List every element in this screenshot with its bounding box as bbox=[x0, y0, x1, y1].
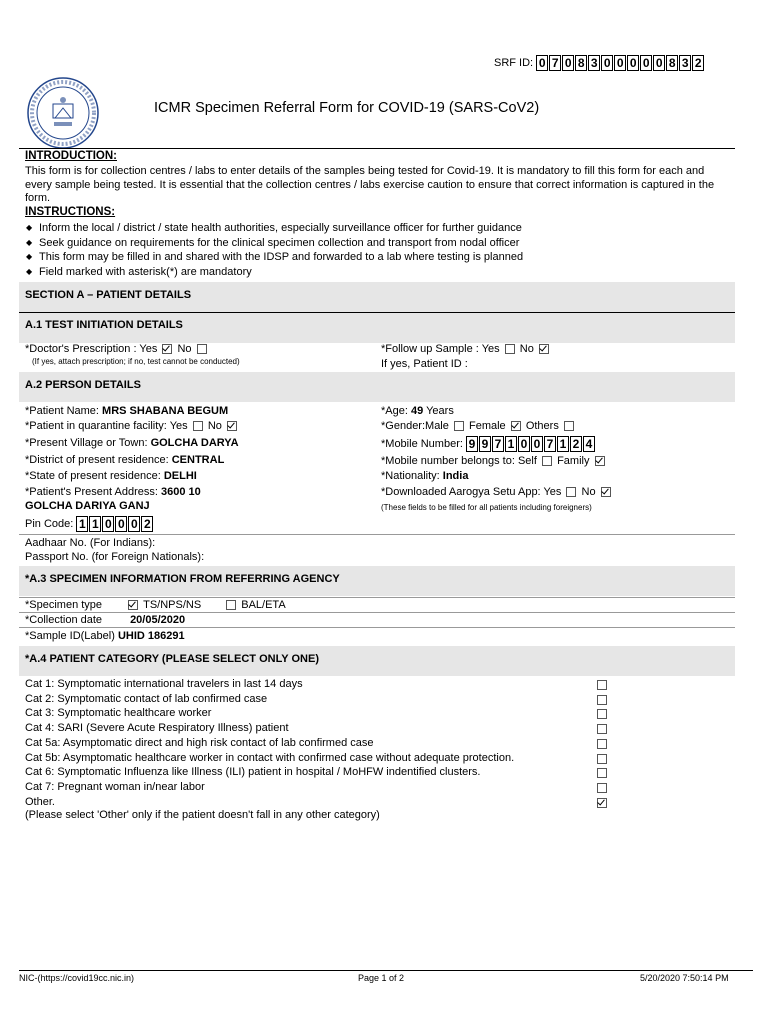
nationality-label: *Nationality: bbox=[381, 470, 440, 482]
age-unit: Years bbox=[426, 405, 454, 417]
quarantine-no-checkbox[interactable] bbox=[227, 421, 237, 431]
address-row bbox=[25, 485, 201, 499]
mobile-family-checkbox[interactable] bbox=[595, 456, 605, 466]
title-divider bbox=[19, 148, 735, 149]
follow-no-label: No bbox=[519, 343, 534, 355]
a3-header bbox=[19, 566, 735, 596]
gender-others-label: Others bbox=[525, 420, 559, 432]
category-checkbox[interactable] bbox=[597, 739, 607, 749]
district-label: *District of present residence: bbox=[25, 454, 169, 466]
mobile-digit: 7 bbox=[492, 436, 504, 452]
icmr-logo bbox=[26, 76, 100, 150]
sample-id-row bbox=[25, 629, 185, 643]
srf-digit: 8 bbox=[575, 55, 587, 71]
doctor-no-checkbox[interactable] bbox=[197, 344, 207, 354]
collection-date-row bbox=[25, 613, 185, 627]
category-checkbox[interactable] bbox=[597, 680, 607, 690]
pin-digit: 1 bbox=[76, 516, 88, 532]
nationality-value: India bbox=[442, 470, 469, 482]
specimen-ts-checkbox[interactable] bbox=[128, 600, 138, 610]
aarogya-no-label: No bbox=[581, 486, 596, 498]
doctor-no-label: No bbox=[177, 343, 192, 355]
address-label: *Patient's Present Address: bbox=[25, 486, 158, 498]
pin-row bbox=[25, 516, 154, 532]
a3-title: *A.3 SPECIMEN INFORMATION FROM REFERRING AGENCY bbox=[25, 573, 340, 585]
aadhaar-label: Aadhaar No. (For Indians): bbox=[25, 537, 156, 549]
srf-digit: 0 bbox=[640, 55, 652, 71]
specimen-ts-label: TS/NPS/NS bbox=[143, 599, 202, 611]
gender-female-checkbox[interactable] bbox=[511, 421, 521, 431]
doctor-yes-checkbox[interactable] bbox=[162, 344, 172, 354]
pin-divider bbox=[19, 534, 735, 535]
srf-digit: 8 bbox=[666, 55, 678, 71]
follow-yes-label: Yes bbox=[481, 343, 500, 355]
gender-row bbox=[381, 419, 576, 433]
patient-name-value: MRS SHABANA BEGUM bbox=[102, 405, 229, 417]
mobile-digits bbox=[466, 436, 596, 452]
category-label: Cat 4: SARI (Severe Acute Respiratory Illness) patient bbox=[25, 722, 289, 735]
srf-digit: 0 bbox=[627, 55, 639, 71]
passport-label: Passport No. (for Foreign Nationals): bbox=[25, 551, 205, 563]
pin-digits bbox=[76, 516, 154, 532]
srf-digit: 0 bbox=[653, 55, 665, 71]
category-checkbox[interactable] bbox=[597, 783, 607, 793]
intro-text: This form is for collection centres / labs to enter details of the samples being tested for Covid-19. It is mandatory to fill this form for each and every sample being tested. It is essential that the collection centres / labs exercise caution to ensure that correct information is captured in the form. bbox=[25, 165, 715, 204]
follow-up-label: *Follow up Sample : bbox=[381, 343, 479, 355]
category-label: Cat 6: Symptomatic Influenza like Illness (ILI) patient in hospital / MoHFW indentified clusters. bbox=[25, 766, 481, 779]
patient-id-label: If yes, Patient ID : bbox=[381, 358, 468, 370]
foreigner-note: (These fields to be filled for all patients including foreigners) bbox=[381, 503, 592, 512]
mobile-digit: 1 bbox=[505, 436, 517, 452]
specimen-type-label: *Specimen type bbox=[25, 599, 103, 611]
instruction-item: ◆ Field marked with asterisk(*) are mandatory bbox=[25, 265, 735, 280]
srf-id-digits bbox=[536, 55, 705, 71]
doctor-prescription-row bbox=[25, 342, 209, 356]
pin-digit: 0 bbox=[128, 516, 140, 532]
quarantine-row bbox=[25, 419, 239, 433]
category-label: Cat 1: Symptomatic international travelers in last 14 days bbox=[25, 678, 303, 690]
mobile-family-label: Family bbox=[557, 455, 590, 467]
mobile-digit: 9 bbox=[479, 436, 491, 452]
mobile-digit: 7 bbox=[544, 436, 556, 452]
category-label: Cat 7: Pregnant woman in/near labor bbox=[25, 780, 205, 793]
a2-header bbox=[19, 372, 735, 402]
mobile-digit: 0 bbox=[518, 436, 530, 452]
follow-yes-checkbox[interactable] bbox=[505, 344, 515, 354]
category-checkbox[interactable] bbox=[597, 695, 607, 705]
category-checkbox[interactable] bbox=[597, 724, 607, 734]
pin-digit: 2 bbox=[141, 516, 153, 532]
specimen-bal-label: BAL/ETA bbox=[241, 599, 286, 611]
intro-heading: INTRODUCTION: bbox=[25, 150, 117, 162]
village-row bbox=[25, 436, 239, 450]
nationality-row bbox=[381, 469, 468, 483]
srf-digit: 0 bbox=[614, 55, 626, 71]
category-checkbox[interactable] bbox=[597, 768, 607, 778]
a3-divider-2 bbox=[19, 627, 735, 628]
mobile-belongs-label: *Mobile number belongs to: Self bbox=[381, 455, 537, 467]
instruction-item: ◆ Seek guidance on requirements for the clinical specimen collection and transport from nodal officer bbox=[25, 236, 735, 251]
gender-male-checkbox[interactable] bbox=[454, 421, 464, 431]
mobile-digit: 9 bbox=[466, 436, 478, 452]
category-label: Cat 5b: Asymptomatic healthcare worker in contact with confirmed case without adequate protection. bbox=[25, 751, 515, 764]
specimen-type-row bbox=[25, 598, 286, 612]
instruction-item: ◆ Inform the local / district / state health authorities, especially surveillance officer for further guidance bbox=[25, 221, 735, 236]
sample-id-value: UHID 186291 bbox=[117, 630, 185, 642]
category-note: (Please select 'Other' only if the patient doesn't fall in any other category) bbox=[25, 809, 380, 821]
a4-title: *A.4 PATIENT CATEGORY (PLEASE SELECT ONLY ONE) bbox=[25, 653, 319, 665]
srf-digit: 3 bbox=[679, 55, 691, 71]
instructions-heading: INSTRUCTIONS: bbox=[25, 206, 116, 218]
state-label: *State of present residence: bbox=[25, 470, 161, 482]
section-a-title: SECTION A – PATIENT DETAILS bbox=[25, 289, 192, 301]
srf-digit: 3 bbox=[588, 55, 600, 71]
aarogya-label: *Downloaded Aarogya Setu App: Yes bbox=[381, 486, 562, 498]
quarantine-no-label: No bbox=[207, 420, 222, 432]
aarogya-row bbox=[381, 485, 613, 499]
srf-digit: 0 bbox=[601, 55, 613, 71]
sample-id-label: *Sample ID(Label) bbox=[25, 630, 115, 642]
address-line1: 3600 10 bbox=[161, 486, 201, 498]
mobile-belongs-row bbox=[381, 454, 607, 468]
instruction-item: ◆ This form may be filled in and shared with the IDSP and forwarded to a lab where testing is planned bbox=[25, 250, 735, 265]
gender-others-checkbox[interactable] bbox=[564, 421, 574, 431]
pin-label: Pin Code: bbox=[25, 517, 74, 530]
srf-id bbox=[494, 55, 705, 71]
quarantine-yes-label: Yes bbox=[169, 420, 188, 432]
village-value: GOLCHA DARYA bbox=[150, 437, 239, 449]
footer-right: 5/20/2020 7:50:14 PM bbox=[640, 973, 729, 983]
district-value: CENTRAL bbox=[171, 454, 225, 466]
gender-female-label: Female bbox=[469, 420, 506, 432]
district-row bbox=[25, 453, 224, 467]
mobile-digit: 2 bbox=[570, 436, 582, 452]
mobile-digit: 4 bbox=[583, 436, 595, 452]
specimen-bal-checkbox[interactable] bbox=[226, 600, 236, 610]
footer-center: Page 1 of 2 bbox=[358, 973, 405, 983]
collection-date-value: 20/05/2020 bbox=[130, 614, 186, 626]
mobile-row bbox=[381, 436, 596, 452]
a2-title: A.2 PERSON DETAILS bbox=[25, 379, 141, 391]
mobile-digit: 0 bbox=[531, 436, 543, 452]
category-label: Cat 5a: Asymptomatic direct and high risk contact of lab confirmed case bbox=[25, 736, 374, 749]
category-label: Cat 2: Symptomatic contact of lab confirmed case bbox=[25, 692, 268, 705]
srf-digit: 7 bbox=[549, 55, 561, 71]
village-label: *Present Village or Town: bbox=[25, 437, 148, 449]
follow-up-row bbox=[381, 342, 551, 356]
pin-digit: 0 bbox=[115, 516, 127, 532]
doctor-prescription-label: *Doctor's Prescription : bbox=[25, 343, 137, 355]
category-checkbox[interactable] bbox=[597, 754, 607, 764]
footer-left: NIC-(https://covid19cc.nic.in) bbox=[19, 973, 135, 983]
a1-header bbox=[19, 312, 735, 343]
category-label: Cat 3: Symptomatic healthcare worker bbox=[25, 707, 212, 720]
srf-digit: 0 bbox=[536, 55, 548, 71]
doctor-yes-label: Yes bbox=[139, 343, 158, 355]
state-row bbox=[25, 469, 197, 483]
quarantine-label: *Patient in quarantine facility: bbox=[25, 420, 167, 432]
pin-digit: 1 bbox=[89, 516, 101, 532]
age-row bbox=[381, 404, 454, 418]
patient-name-row bbox=[25, 404, 228, 418]
address-line2: GOLCHA DARIYA GANJ bbox=[25, 500, 150, 512]
srf-id-label: SRF ID: bbox=[494, 56, 534, 69]
instructions-list bbox=[25, 221, 735, 279]
quarantine-yes-checkbox[interactable] bbox=[193, 421, 203, 431]
aarogya-no-checkbox[interactable] bbox=[601, 487, 611, 497]
mobile-self-checkbox[interactable] bbox=[542, 456, 552, 466]
srf-digit: 0 bbox=[562, 55, 574, 71]
mobile-label: *Mobile Number: bbox=[381, 437, 463, 450]
a1-title: A.1 TEST INITIATION DETAILS bbox=[25, 319, 183, 331]
collection-date-label: *Collection date bbox=[25, 614, 103, 626]
srf-digit: 2 bbox=[692, 55, 704, 71]
age-value: 49 bbox=[410, 405, 424, 417]
doctor-note: (If yes, attach prescription; if no, test cannot be conducted) bbox=[32, 357, 240, 366]
section-a-header bbox=[19, 282, 735, 312]
gender-male-label: Male bbox=[425, 420, 449, 432]
age-label: *Age: bbox=[381, 405, 408, 417]
form-title: ICMR Specimen Referral Form for COVID-19 (SARS-CoV2) bbox=[154, 100, 540, 116]
a4-header bbox=[19, 646, 735, 676]
patient-name-label: *Patient Name: bbox=[25, 405, 99, 417]
gender-label: *Gender: bbox=[381, 420, 426, 432]
category-checkbox[interactable] bbox=[597, 709, 607, 719]
pin-digit: 0 bbox=[102, 516, 114, 532]
category-label: Other. bbox=[25, 795, 55, 808]
aarogya-yes-checkbox[interactable] bbox=[566, 487, 576, 497]
category-checkbox[interactable] bbox=[597, 798, 607, 808]
follow-no-checkbox[interactable] bbox=[539, 344, 549, 354]
state-value: DELHI bbox=[163, 470, 197, 482]
mobile-digit: 1 bbox=[557, 436, 569, 452]
